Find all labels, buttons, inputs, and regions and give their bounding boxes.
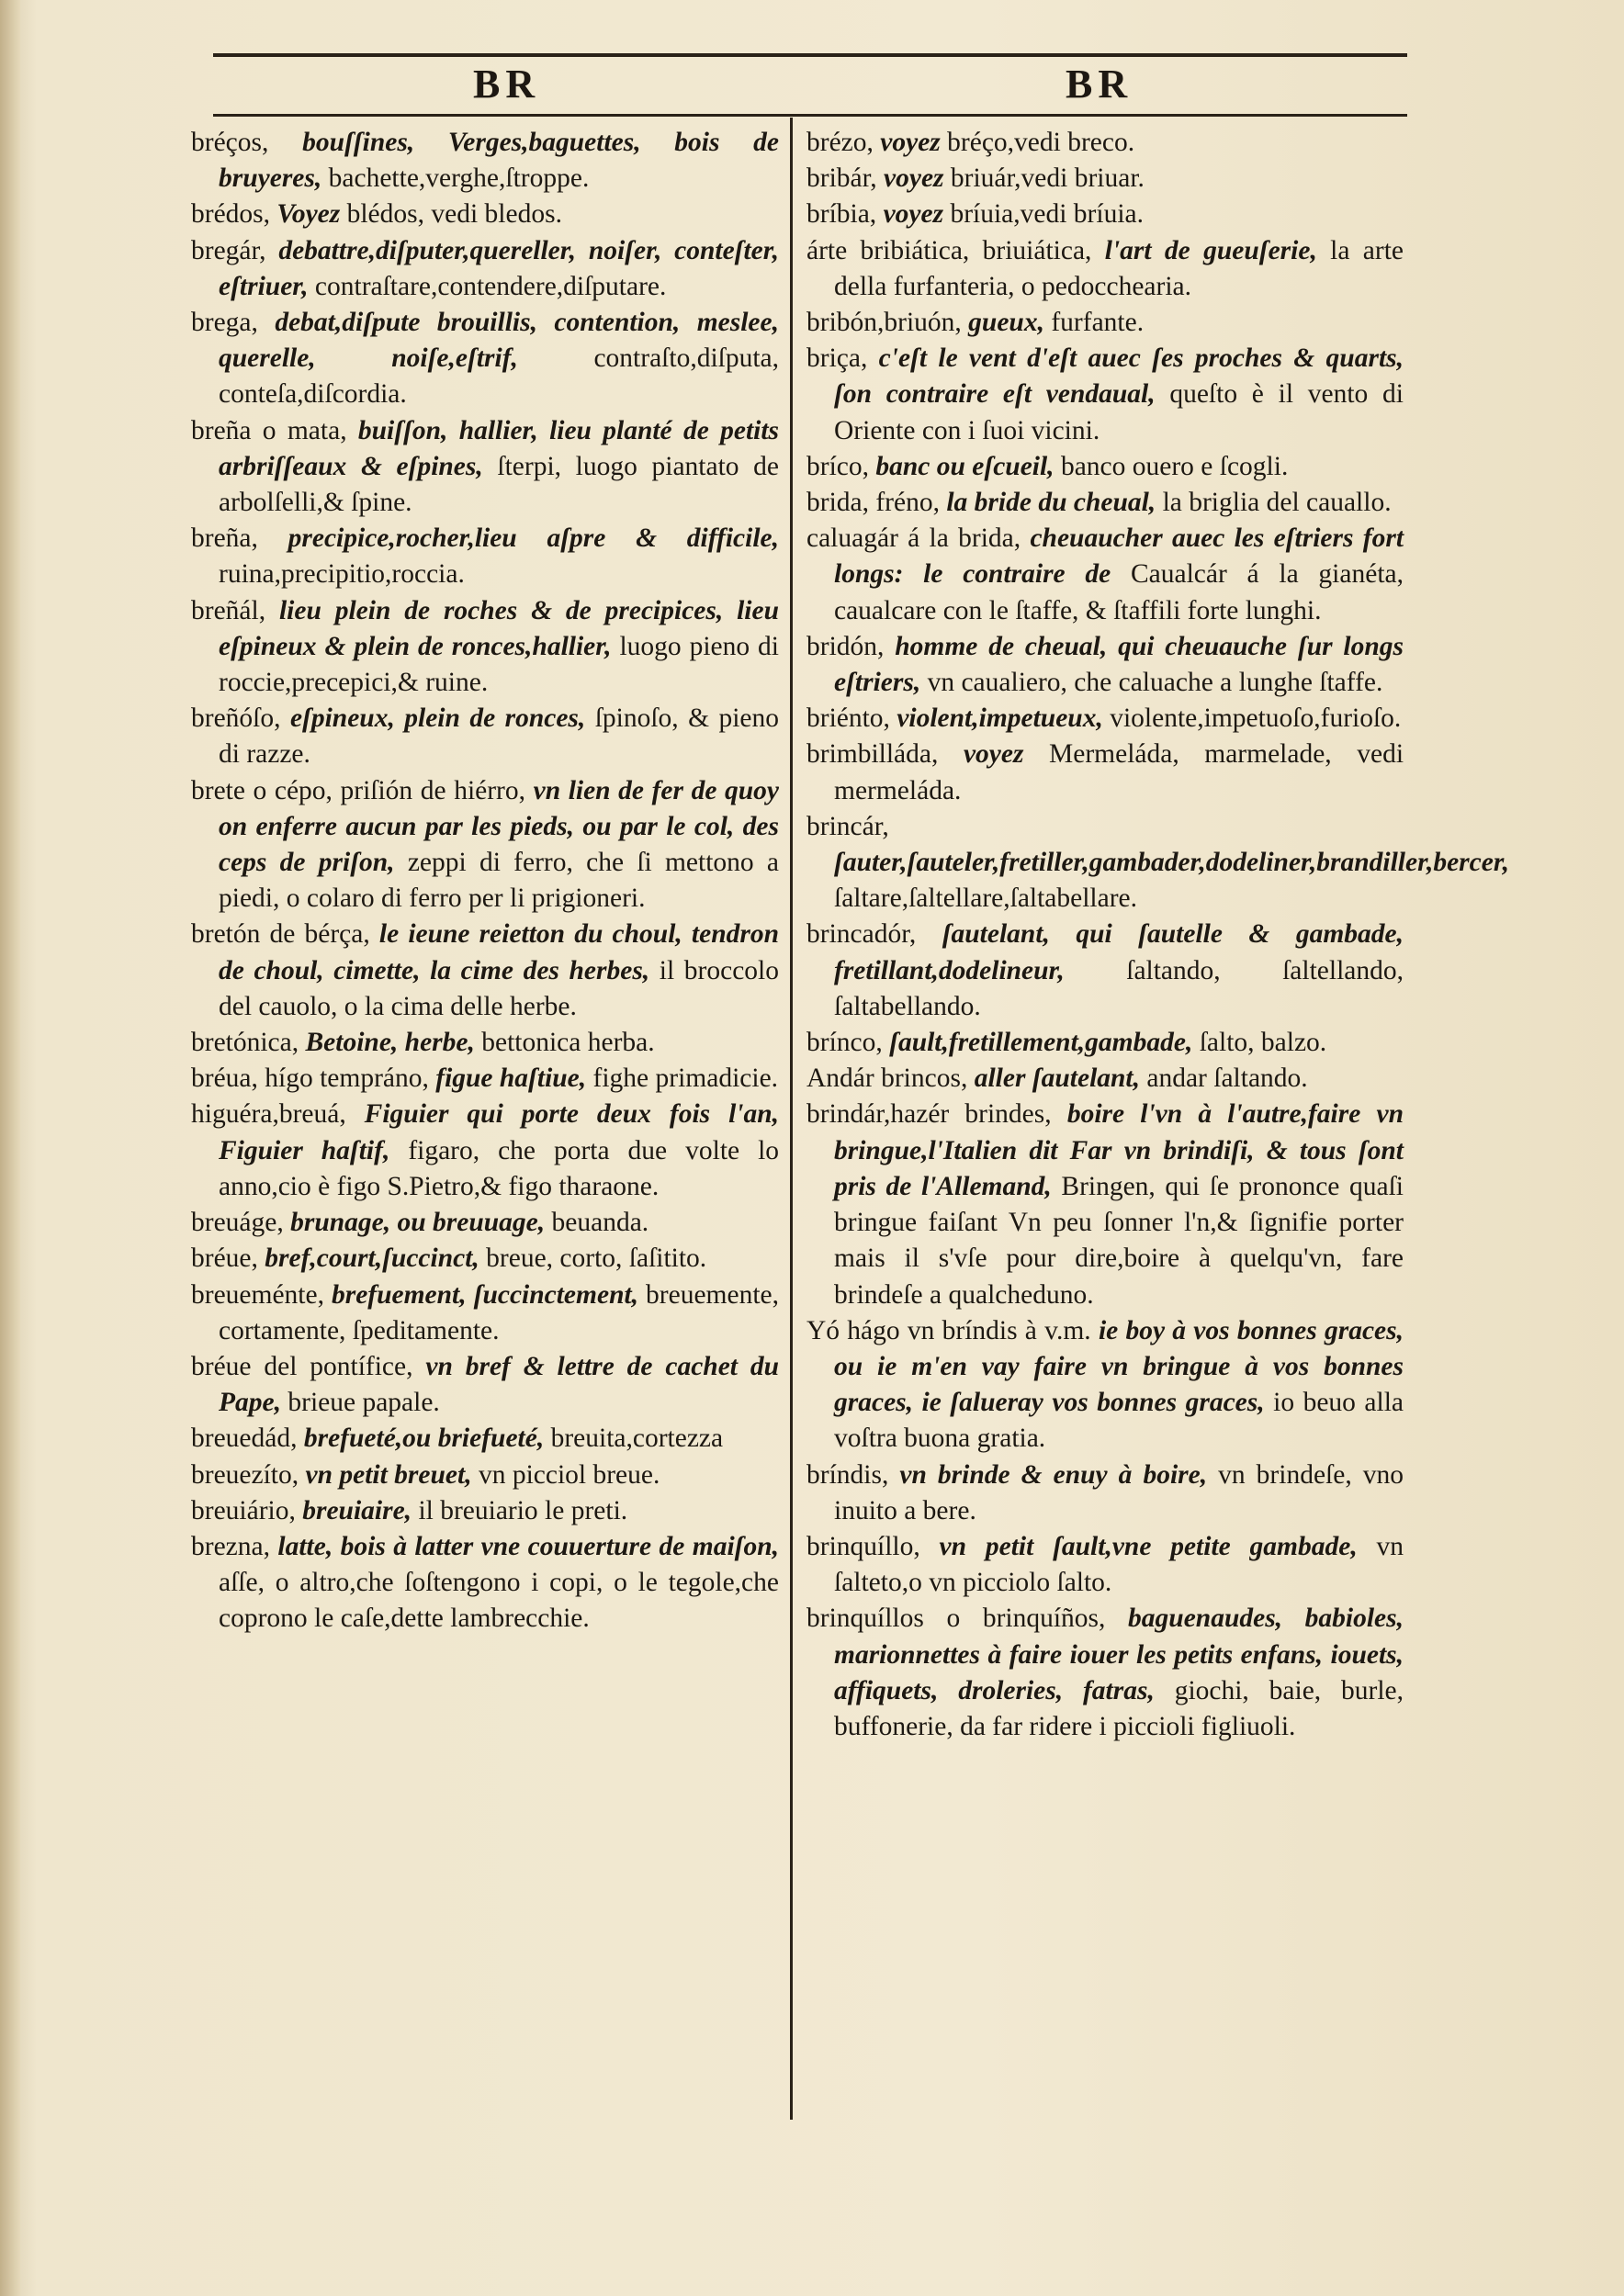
italian-gloss: beuanda. <box>551 1208 649 1238</box>
headword: brézo, <box>806 128 874 157</box>
dictionary-entry <box>806 1458 1404 1529</box>
left-column <box>191 125 779 1638</box>
french-gloss: vn bref & lettre de cachet du Pape, <box>219 1351 779 1418</box>
french-gloss: ſautelant, qui ſautelle & gambade, fretillant,dodelineur, <box>834 919 1404 985</box>
headword: higuéra,breuá, <box>191 1099 346 1130</box>
dictionary-entry <box>191 1097 779 1205</box>
running-head-left: BR <box>473 62 541 107</box>
headword: brete o cépo, priſión de hiérro, <box>191 775 526 805</box>
french-gloss: Figuier qui porte deux fois l'an, Figuier haſtif, <box>219 1099 779 1165</box>
headword: bretón de bérça, <box>191 919 370 950</box>
italian-gloss: luogo pieno di roccie,precepici,& ruine. <box>219 631 780 698</box>
italian-gloss: Caualcár á la gianéta, caualcare con le ſtaffe, & ſtaffili forte lunghi. <box>834 559 1404 625</box>
french-gloss: voyez <box>963 739 1024 770</box>
headword: breueménte, <box>191 1279 324 1310</box>
italian-gloss: breuemente, cortamente, ſpeditamente. <box>219 1279 780 1345</box>
italian-gloss: io beuo alla voſtra buona gratia. <box>834 1388 1404 1454</box>
headword: breuáge, <box>191 1208 284 1238</box>
dictionary-entry <box>806 1601 1404 1745</box>
headword: bríbia, <box>806 199 877 230</box>
dictionary-entry <box>191 197 779 232</box>
headword: bréue del pontífice, <box>191 1351 413 1381</box>
italian-gloss: vn ſalteto,o vn picciolo ſalto. <box>834 1531 1404 1598</box>
dictionary-entry <box>191 1277 779 1349</box>
headword: breñóſo, <box>191 703 281 734</box>
header-rule <box>213 114 1407 117</box>
french-gloss: c'eſt le vent d'eſt auec ſes proches & quarts, ſon contraire eſt vendaual, <box>834 343 1404 410</box>
italian-gloss: bríuia,vedi bríuia. <box>950 199 1144 230</box>
headword: Yó hágo vn bríndis à v.m. <box>806 1315 1091 1345</box>
italian-gloss: breue, corto, ſaſitito. <box>486 1244 707 1274</box>
italian-gloss: vn caualiero, che caluache a lunghe ſtaffe. <box>927 668 1383 698</box>
headword: breña o mata, <box>191 415 347 445</box>
headword: briça, <box>806 343 868 374</box>
italian-gloss: briuár,vedi briuar. <box>950 163 1145 194</box>
italian-gloss: bréço,vedi breco. <box>947 128 1135 157</box>
dictionary-entry <box>191 521 779 592</box>
italian-gloss: violente,impetuoſo,furioſo. <box>1110 703 1402 734</box>
dictionary-entry <box>191 1493 779 1529</box>
headword: brinquíllos o brinquíños, <box>806 1604 1106 1634</box>
dictionary-entry <box>191 1421 779 1457</box>
italian-gloss: brieue papale. <box>288 1388 440 1418</box>
french-gloss: ſault,fretillement,gambade, <box>889 1028 1193 1058</box>
french-gloss: banc ou eſcueil, <box>875 451 1054 481</box>
headword: brida, fréno, <box>806 488 940 518</box>
headword: brinquíllo, <box>806 1531 920 1561</box>
french-gloss: lieu plein de roches & de precipices, lieu eſpineux & plein de ronces,hallier, <box>219 595 780 661</box>
french-gloss: latte, bois à latter vne couuerture de maiſon, <box>277 1531 779 1561</box>
dictionary-entry <box>806 809 1510 917</box>
dictionary-entry <box>806 701 1404 737</box>
running-head-right: BR <box>1066 62 1133 107</box>
headword: breña, <box>191 523 258 554</box>
dictionary-entry <box>191 1025 779 1061</box>
italian-gloss: blédos, vedi bledos. <box>346 199 562 230</box>
french-gloss: brunage, ou breuuage, <box>290 1208 546 1238</box>
french-gloss: le ieune reietton du choul, tendron de choul, cimette, la cime des herbes, <box>219 919 779 985</box>
dictionary-entry <box>806 161 1404 197</box>
italian-gloss: giochi, baie, burle, buffonerie, da far ridere i piccioli figliuoli. <box>834 1675 1404 1741</box>
headword: brínco, <box>806 1028 883 1058</box>
italian-gloss: fighe primadicie. <box>592 1064 779 1094</box>
headword: bréue, <box>191 1244 258 1274</box>
french-gloss: precipice,rocher,lieu aſpre & difficile, <box>288 523 779 554</box>
italian-gloss: contraſtare,contendere,diſputare. <box>314 271 667 301</box>
headword: brindár,hazér brindes, <box>806 1099 1052 1130</box>
italian-gloss: vn brindeſe, vno inuito a bere. <box>834 1459 1404 1525</box>
dictionary-entry <box>191 701 779 772</box>
french-gloss: voyez <box>880 128 941 157</box>
dictionary-entry <box>806 1025 1404 1061</box>
headword: bribár, <box>806 163 877 194</box>
headword: caluagár á la brida, <box>806 523 1021 554</box>
dictionary-entry <box>191 1241 779 1277</box>
italian-gloss: banco ouero e ſcogli. <box>1060 451 1289 481</box>
headword: breuezíto, <box>191 1459 299 1490</box>
dictionary-entry <box>806 1097 1404 1312</box>
dictionary-entry <box>806 485 1404 521</box>
french-gloss: la bride du cheual, <box>946 488 1156 518</box>
italian-gloss: breuita,cortezza <box>550 1424 724 1454</box>
headword: bríco, <box>806 451 869 481</box>
italian-gloss: queſto è il vento di Oriente con i ſuoi vicini. <box>834 379 1404 445</box>
top-rule <box>213 53 1407 57</box>
french-gloss: eſpineux, plein de ronces, <box>289 703 586 734</box>
french-gloss: vn brinde & enuy à boire, <box>899 1459 1208 1490</box>
dictionary-entry <box>191 1349 779 1421</box>
italian-gloss: zeppi di ferro, che ſi mettono a piedi, o colaro di ferro per li prigioneri. <box>219 848 780 914</box>
headword: breñál, <box>191 595 266 625</box>
italian-gloss: ſaltare,ſaltellare,ſaltabellare. <box>834 884 1138 914</box>
french-gloss: Betoine, herbe, <box>305 1028 475 1058</box>
dictionary-entry <box>806 917 1404 1025</box>
french-gloss: homme de cheual, qui cheuauche ſur longs eſtriers, <box>834 631 1404 698</box>
headword: bríndis, <box>806 1459 889 1490</box>
dictionary-entry <box>191 1529 779 1638</box>
italian-gloss: contraſto,diſputa, conteſa,diſcordia. <box>219 343 779 410</box>
french-gloss: buiſſon, hallier, lieu planté de petits arbriſſeaux & eſpines, <box>219 415 780 481</box>
dictionary-entry <box>806 521 1404 629</box>
french-gloss: vn lien de fer de quoy on enferre aucun par les pieds, ou par le col, des ceps de priſon, <box>219 775 780 878</box>
dictionary-entry <box>806 1313 1404 1458</box>
french-gloss: vn petit breuet, <box>305 1459 472 1490</box>
italian-gloss: bachette,verghe,ſtroppe. <box>328 163 590 194</box>
italian-gloss: furfante. <box>1051 308 1145 338</box>
french-gloss: Voyez <box>276 199 341 230</box>
italian-gloss: Mermeláda, marmelade, vedi mermeláda. <box>834 739 1404 805</box>
french-gloss: brefuement, ſuccinctement, <box>331 1279 639 1310</box>
french-gloss: boire l'vn à l'autre,faire vn bringue,l'Italien dit Far vn brindiſi, & tous ſont pris de l'Allemand, <box>834 1099 1404 1201</box>
dictionary-entry <box>806 1061 1404 1097</box>
headword: bretónica, <box>191 1028 299 1058</box>
headword: brezna, <box>191 1531 270 1561</box>
dictionary-entry <box>806 737 1404 808</box>
french-gloss: l'art de gueuſerie, <box>1104 235 1317 265</box>
headword: bridón, <box>806 631 885 661</box>
headword: árte bribiática, briuiática, <box>806 235 1092 265</box>
headword: briénto, <box>806 703 890 734</box>
headword: bregár, <box>191 235 266 265</box>
headword: breuedád, <box>191 1424 298 1454</box>
dictionary-entry <box>191 1458 779 1493</box>
headword: bréços, <box>191 128 269 157</box>
italian-gloss: bettonica herba. <box>481 1028 655 1058</box>
french-gloss: debat,diſpute brouillis, contention, meslee, querelle, noiſe,eſtrif, <box>219 308 779 374</box>
headword: breuiário, <box>191 1495 296 1525</box>
dictionary-entry <box>806 197 1404 232</box>
headword: brincár, <box>806 811 889 841</box>
italian-gloss: ruina,precipitio,roccia. <box>219 559 465 590</box>
italian-gloss: Bringen, qui ſe prononce quaſi bringue faiſant Vn peu ſonner l'n,& ſignifie porter mais il s'vſe pour dire,boire à quelqu'vn, fare brindeſe a qualcheduno. <box>834 1171 1404 1310</box>
dictionary-entry <box>806 233 1404 305</box>
italian-gloss: aſſe, o altro,che ſoſtengono i copi, o le tegole,che coprono le caſe,dette lambrecchie. <box>219 1568 779 1634</box>
dictionary-entry <box>806 305 1404 341</box>
right-column <box>806 125 1510 1745</box>
italian-gloss: figaro, che porta due volte lo anno,cio è figo S.Pietro,& figo tharaone. <box>219 1135 780 1201</box>
italian-gloss: ſterpi, luogo piantato de arbolſelli,& ſpine. <box>219 451 779 518</box>
headword: brega, <box>191 308 258 338</box>
italian-gloss: ſalto, balzo. <box>1199 1028 1327 1058</box>
headword: brimbilláda, <box>806 739 939 770</box>
dictionary-entry <box>191 1061 779 1097</box>
headword: brédos, <box>191 199 271 230</box>
french-gloss: cheuaucher auec les eſtriers fort longs: le contraire de <box>834 523 1404 590</box>
french-gloss: figue haſtiue, <box>435 1064 587 1094</box>
italian-gloss: la briglia del cauallo. <box>1162 488 1392 518</box>
italian-gloss: vn picciol breue. <box>478 1459 660 1490</box>
dictionary-entry <box>806 629 1404 701</box>
french-gloss: violent,impetueux, <box>897 703 1103 734</box>
dictionary-entry <box>191 233 779 305</box>
dictionary-entry <box>191 593 779 702</box>
dictionary-entry <box>191 773 779 917</box>
french-gloss: aller ſautelant, <box>974 1064 1140 1094</box>
french-gloss: debattre,diſputer,quereller, noiſer, conteſter, eſtriuer, <box>219 235 780 301</box>
italian-gloss: andar ſaltando. <box>1146 1064 1308 1094</box>
french-gloss: ie boy à vos bonnes graces, ou ie m'en vay faire vn bringue à vos bonnes graces, ie ſalueray vos bonnes graces, <box>834 1315 1404 1418</box>
dictionary-entry <box>191 125 779 197</box>
dictionary-entry <box>191 1205 779 1241</box>
french-gloss: baguenaudes, babioles, marionnettes à faire iouer les petits enfans, iouets, affiquets, droleries, fatras, <box>834 1604 1404 1705</box>
french-gloss: voyez <box>884 163 944 194</box>
italian-gloss: ſpinoſo, & pieno di razze. <box>219 703 780 770</box>
dictionary-entry <box>806 125 1404 161</box>
dictionary-entry <box>191 413 779 522</box>
french-gloss: brefueté,ou briefueté, <box>303 1424 545 1454</box>
column-divider <box>790 118 793 2120</box>
french-gloss: bref,court,ſuccinct, <box>265 1244 479 1274</box>
italian-gloss: ſaltando, ſaltellando, ſaltabellando. <box>834 955 1404 1021</box>
headword: bréua, hígo tempráno, <box>191 1064 429 1094</box>
italian-gloss: la arte della furfanteria, o pedocchearia. <box>834 235 1404 301</box>
french-gloss: vn petit ſault,vne petite gambade, <box>939 1531 1358 1561</box>
headword: Andár brincos, <box>806 1064 968 1094</box>
french-gloss: bouſſines, Verges,baguettes, bois de bruyeres, <box>219 128 779 194</box>
italian-gloss: il breuiario le preti. <box>418 1495 628 1525</box>
dictionary-entry <box>806 341 1404 449</box>
page-edge <box>0 0 20 2296</box>
headword: brincadór, <box>806 919 917 950</box>
headword: bribón,briuón, <box>806 308 962 338</box>
french-gloss: gueux, <box>968 308 1044 338</box>
dictionary-entry <box>191 917 779 1025</box>
dictionary-entry <box>191 305 779 413</box>
french-gloss: breuiaire, <box>302 1495 412 1525</box>
italian-gloss: il broccolo del cauolo, o la cima delle herbe. <box>219 955 779 1021</box>
french-gloss: voyez <box>883 199 944 230</box>
french-gloss: ſauter,ſauteler,fretiller,gambader,dodeliner,brandiller,bercer, <box>834 848 1510 878</box>
dictionary-entry <box>806 1529 1404 1601</box>
dictionary-entry <box>806 449 1404 485</box>
